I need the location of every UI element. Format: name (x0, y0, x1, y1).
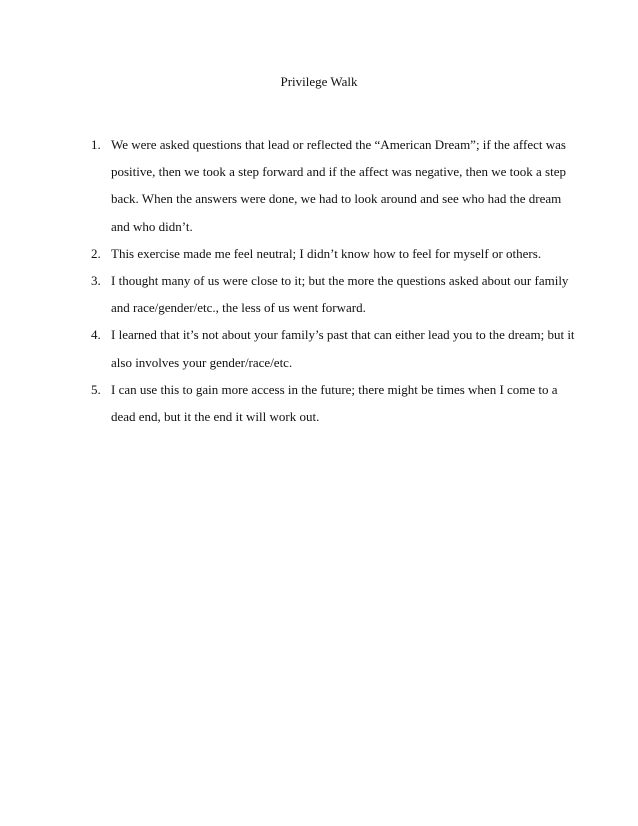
list-text-line: I thought many of us were close to it; but the more the questions asked about our family (111, 273, 569, 289)
list-number: 4. (91, 327, 101, 343)
list-text-line: and who didn’t. (111, 218, 193, 234)
list-item-4 (91, 321, 575, 375)
list-item-3 (91, 267, 569, 321)
document-title: Privilege Walk (280, 74, 358, 89)
list-text-line: I learned that it’s not about your family’s past that can either lead you to the dream; but it (111, 327, 575, 343)
list-number: 5. (91, 381, 101, 397)
list-text-line: I can use this to gain more access in the future; there might be times when I come to a (111, 381, 558, 397)
list-text-line: also involves your gender/race/etc. (111, 354, 293, 370)
list-number: 1. (91, 137, 101, 152)
list-text-line: and race/gender/etc., the less of us went forward. (111, 300, 366, 316)
list-text-line: back. When the answers were done, we had to look around and see who had the dream (111, 191, 562, 207)
list-number: 3. (91, 273, 101, 289)
list-item-5 (91, 376, 561, 430)
list-number: 2. (91, 245, 101, 261)
list-text-line: positive, then we took a step forward and if the affect was negative, then we took a step (111, 164, 566, 180)
list-text-line: We were asked questions that lead or reflected the “American Dream”; if the affect was (111, 137, 566, 152)
list-text-line: This exercise made me feel neutral; I didn’t know how to feel for myself or others. (111, 245, 542, 261)
list-item-1 (91, 131, 566, 240)
list-text-line: dead end, but it the end it will work out. (111, 409, 320, 425)
list-item-2 (91, 240, 561, 267)
numbered-list (91, 131, 575, 430)
